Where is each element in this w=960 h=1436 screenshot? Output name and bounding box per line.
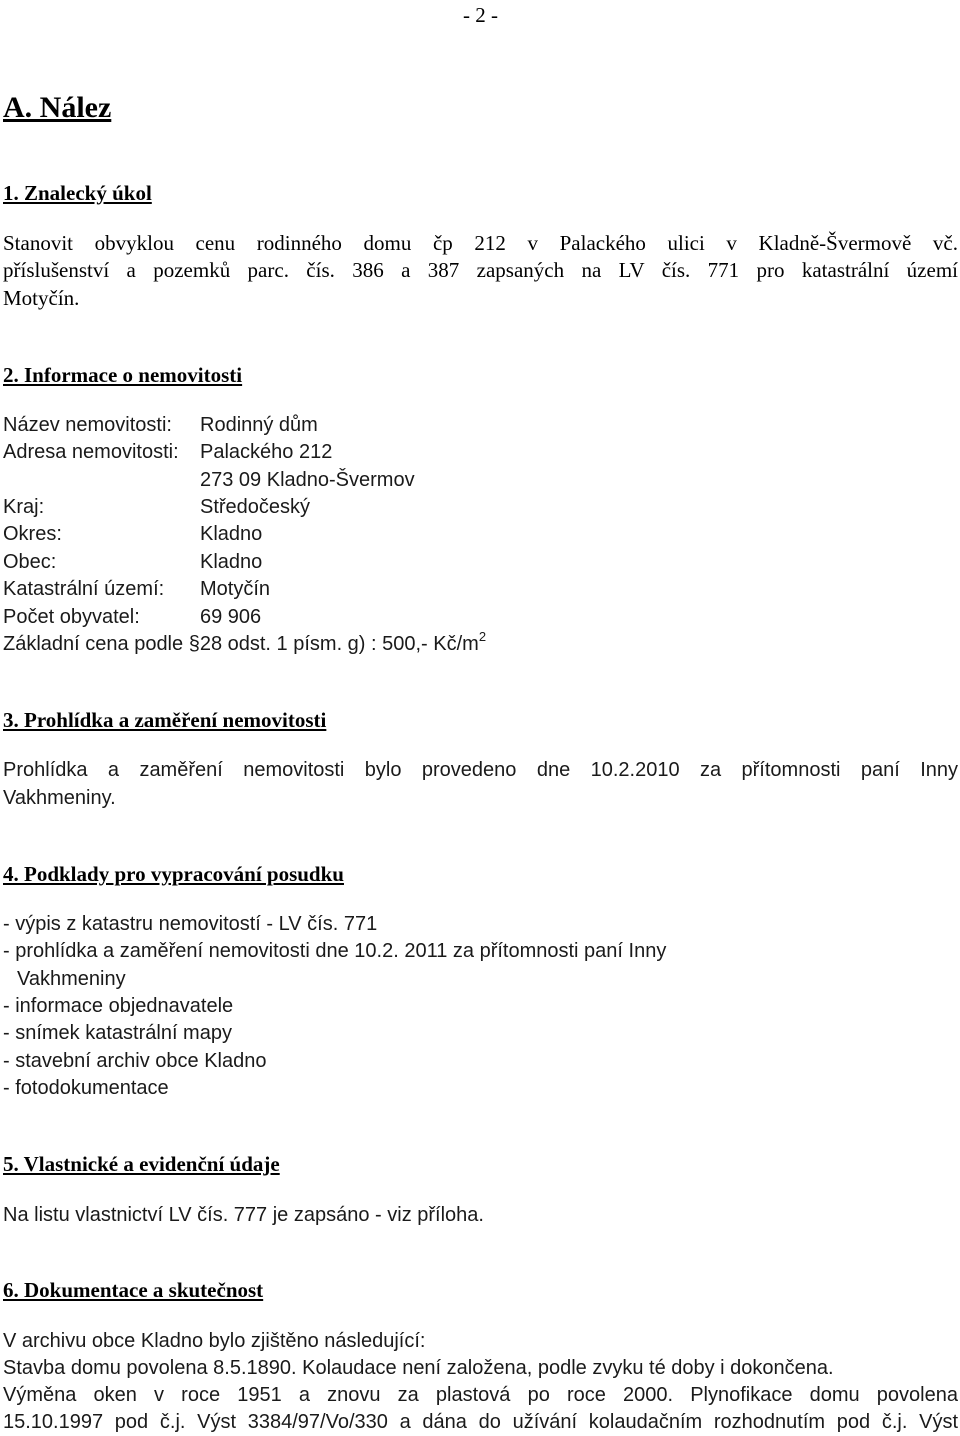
list-item: - snímek katastrální mapy: [3, 1022, 232, 1044]
list-item: - prohlídka a zaměření nemovitosti dne 10.2. 2011 za přítomnosti paní Inny: [3, 940, 667, 962]
list-item: - stavební archiv obce Kladno: [3, 1050, 267, 1072]
page-number: - 2 -: [463, 3, 498, 27]
section-3-line-1: Prohlídka a zaměření nemovitosti bylo provedeno dne 10.2.2010 za přítomnosti paní Inny: [3, 759, 958, 781]
base-price-value: 28 odst. 1 písm. g) : 500,- Kč/m: [199, 633, 479, 655]
info-value: Kladno: [200, 551, 263, 573]
info-value: 273 09 Kladno-Švermov: [200, 469, 415, 491]
info-value: Kladno: [200, 523, 263, 545]
document-title: A. Nález: [3, 91, 112, 124]
info-label: Obec:: [3, 551, 57, 573]
section-1-heading: 1. Znalecký úkol: [3, 181, 152, 205]
info-value: Rodinný dům: [200, 414, 318, 436]
section-3-line-2: Vakhmeniny.: [3, 787, 116, 809]
info-label: Okres:: [3, 523, 62, 545]
list-item: Vakhmeniny: [17, 968, 126, 990]
section-1-line-2: příslušenství a pozemků parc. čís. 386 a 387 zapsaných na LV čís. 771 pro katastrální území: [3, 258, 958, 282]
info-value: Palackého 212: [200, 441, 333, 463]
info-value: Motyčín: [200, 578, 271, 600]
base-price-superscript: 2: [478, 629, 487, 644]
info-label: Adresa nemovitosti:: [3, 441, 179, 463]
info-label: Kraj:: [3, 496, 45, 518]
section-5-heading: 5. Vlastnické a evidenční údaje: [3, 1152, 280, 1176]
section-6-line-1: V archivu obce Kladno bylo zjištěno následující:: [3, 1330, 426, 1352]
section-1-line-1: Stanovit obvyklou cenu rodinného domu čp 212 v Palackého ulici v Kladně-Švermově vč.: [3, 231, 958, 255]
info-label: Počet obyvatel:: [3, 606, 140, 628]
section-4-heading: 4. Podklady pro vypracování posudku: [3, 862, 344, 886]
section-6-heading: 6. Dokumentace a skutečnost: [3, 1278, 264, 1302]
info-label: Název nemovitosti:: [3, 414, 172, 436]
section-6-line-2: Stavba domu povolena 8.5.1890. Kolaudace není založena, podle zvyku té doby i dokončena.: [3, 1357, 834, 1379]
base-price-label: Základní cena podle: [3, 633, 184, 655]
info-value: 69 906: [200, 606, 262, 628]
info-label: Katastrální území:: [3, 578, 165, 600]
section-6-line-3: Výměna oken v roce 1951 a znovu za plastová po roce 2000. Plynofikace domu povolena: [3, 1384, 958, 1406]
list-item: - výpis z katastru nemovitostí - LV čís. 771: [3, 913, 378, 935]
info-row: [3, 412, 172, 438]
document-page: [3, 0, 958, 1436]
section-1-line-3: Motyčín.: [3, 286, 80, 310]
info-value: Středočeský: [200, 496, 311, 518]
list-item: - fotodokumentace: [3, 1077, 169, 1099]
section-6-line-4: 15.10.1997 pod č.j. Výst 3384/97/Vo/330 a dána do užívání kolaudačním rozhodnutím pod č.j. Výst: [3, 1411, 958, 1433]
list-item: - informace objednavatele: [3, 995, 234, 1017]
section-sign-icon: §: [188, 633, 200, 655]
section-2-heading: 2. Informace o nemovitosti: [3, 363, 243, 387]
base-price-line: [3, 631, 486, 657]
section-5-line-1: Na listu vlastnictví LV čís. 777 je zapsáno - viz příloha.: [3, 1204, 484, 1226]
section-3-heading: 3. Prohlídka a zaměření nemovitosti: [3, 708, 327, 732]
